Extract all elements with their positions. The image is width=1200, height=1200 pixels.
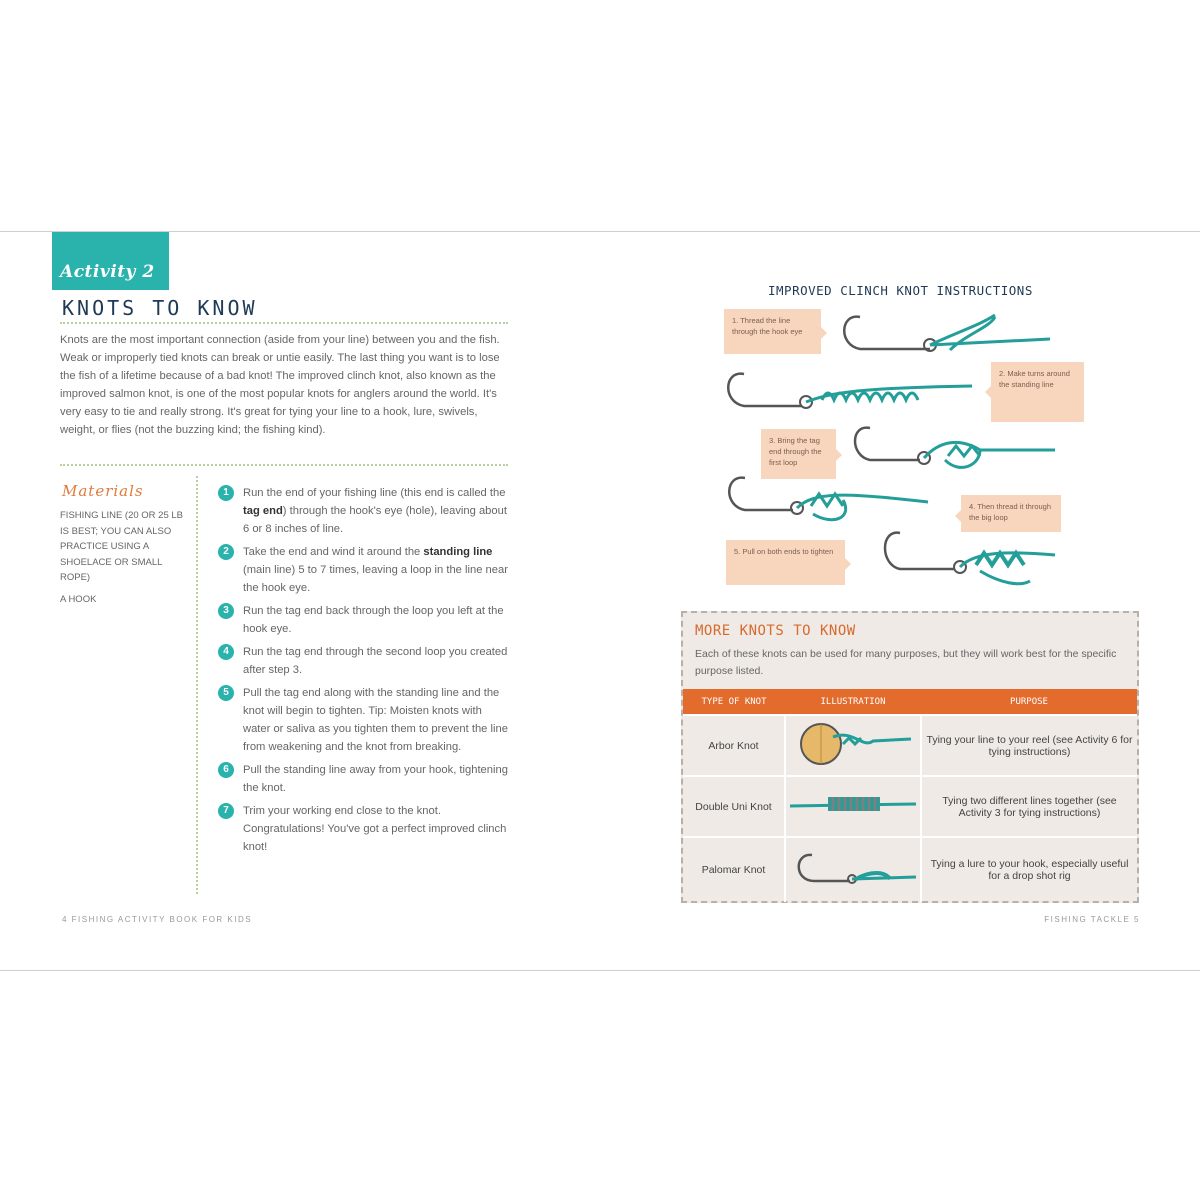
step-text: (main line) 5 to 7 times, leaving a loop in the line near the hook eye. (243, 564, 508, 594)
step-number: 7 (218, 803, 234, 819)
note-step-5: 5. Pull on both ends to tighten (726, 540, 845, 585)
material-item: FISHING LINE (20 OR 25 LB IS BEST; YOU CAN ALSO PRACTICE USING A SHOELACE OR SMALL ROPE) (60, 510, 184, 583)
knot-diagram-4 (723, 470, 933, 530)
step-item (218, 484, 510, 538)
knot-illustration (785, 776, 921, 837)
table-row (683, 776, 1137, 837)
step-item (218, 643, 510, 679)
double-uni-knot-illustration (790, 790, 916, 820)
note-step-3: 3. Bring the tag end through the first loop (761, 429, 836, 479)
knot-diagram-2 (722, 362, 982, 417)
step-item (218, 802, 510, 856)
step-text: Take the end and wind it around the (243, 546, 424, 558)
knot-type: Palomar Knot (683, 837, 785, 902)
knot-purpose: Tying a lure to your hook, especially useful for a drop shot rig (921, 837, 1137, 902)
step-number: 3 (218, 603, 234, 619)
palomar-knot-illustration (790, 849, 916, 889)
page-title: KNOTS TO KNOW (62, 296, 258, 320)
knot-type: Double Uni Knot (683, 776, 785, 837)
step-text: Pull the tag end along with the standing line and the knot will begin to tighten. Tip: Moisten knots with water or saliva as you tighten them to prevent the line from weakening and the knot from breaking. (243, 687, 508, 753)
knot-purpose: Tying two different lines together (see Activity 3 for tying instructions) (921, 776, 1137, 837)
step-item (218, 761, 510, 797)
step-item (218, 684, 510, 756)
note-step-1: 1. Thread the line through the hook eye (724, 309, 821, 354)
step-text: Run the end of your fishing line (this end is called the (243, 487, 506, 499)
knot-diagram-1 (820, 305, 1060, 360)
activity-label: Activity 2 (60, 262, 155, 282)
step-number: 5 (218, 685, 234, 701)
note-step-2: 2. Make turns around the standing line (991, 362, 1084, 422)
materials-list (60, 508, 188, 613)
materials-heading: Materials (62, 482, 144, 500)
note-step-4: 4. Then thread it through the big loop (961, 495, 1061, 532)
knots-table (683, 689, 1137, 902)
more-knots-description: Each of these knots can be used for many purposes, but they will work best for the specific purpose listed. (695, 648, 1117, 677)
knot-type: Arbor Knot (683, 715, 785, 776)
step-text: Run the tag end back through the loop you left at the hook eye. (243, 605, 504, 635)
footer-left: 4 FISHING ACTIVITY BOOK FOR KIDS (62, 915, 253, 924)
knot-purpose: Tying your line to your reel (see Activity 6 for tying instructions) (921, 715, 1137, 776)
material-item: A HOOK (60, 593, 97, 605)
knot-illustration (785, 715, 921, 776)
table-row (683, 715, 1137, 776)
column-header: PURPOSE (921, 689, 1137, 715)
step-text: Run the tag end through the second loop you created after step 3. (243, 646, 508, 676)
step-text: ) through the hook's eye (hole), leaving about 6 or 8 inches of line. (243, 505, 507, 535)
step-item (218, 543, 510, 597)
divider (60, 322, 508, 324)
intro-paragraph: Knots are the most important connection (aside from your line) between you and the fish. Weak or improperly tied knots can break or untie easily. The last thing you want is to lose the fish of a lifetime because of a bad knot! The improved clinch knot, also known as the improved salmon knot, is one of the most popular knots for anglers around the world. It's very easy to tie and really strong. It's great for tying your line to a hook, lure, swivels, weight, or flies (not the buzzing kind; the fishing kind). (60, 334, 500, 436)
instructions-title: IMPROVED CLINCH KNOT INSTRUCTIONS (768, 283, 1033, 298)
steps-list (218, 484, 510, 861)
step-term: tag end (243, 505, 283, 517)
table-row (683, 837, 1137, 902)
activity-tab (52, 232, 169, 290)
step-term: standing line (423, 546, 493, 558)
step-number: 6 (218, 762, 234, 778)
footer-right: FISHING TACKLE 5 (1044, 915, 1140, 924)
step-item (218, 602, 510, 638)
divider (60, 464, 508, 466)
step-number: 1 (218, 485, 234, 501)
step-text: Pull the standing line away from your hook, tightening the knot. (243, 764, 508, 794)
column-divider (196, 476, 198, 894)
step-text: Trim your working end close to the knot. Congratulations! You've got a perfect improved clinch knot! (243, 805, 507, 853)
more-knots-box (681, 611, 1139, 903)
step-number: 2 (218, 544, 234, 560)
column-header: TYPE OF KNOT (683, 689, 785, 715)
arbor-knot-illustration (793, 719, 913, 769)
knot-illustration (785, 837, 921, 902)
more-knots-title: MORE KNOTS TO KNOW (695, 623, 856, 639)
column-header: ILLUSTRATION (785, 689, 921, 715)
knot-diagram-5 (880, 525, 1060, 595)
step-number: 4 (218, 644, 234, 660)
